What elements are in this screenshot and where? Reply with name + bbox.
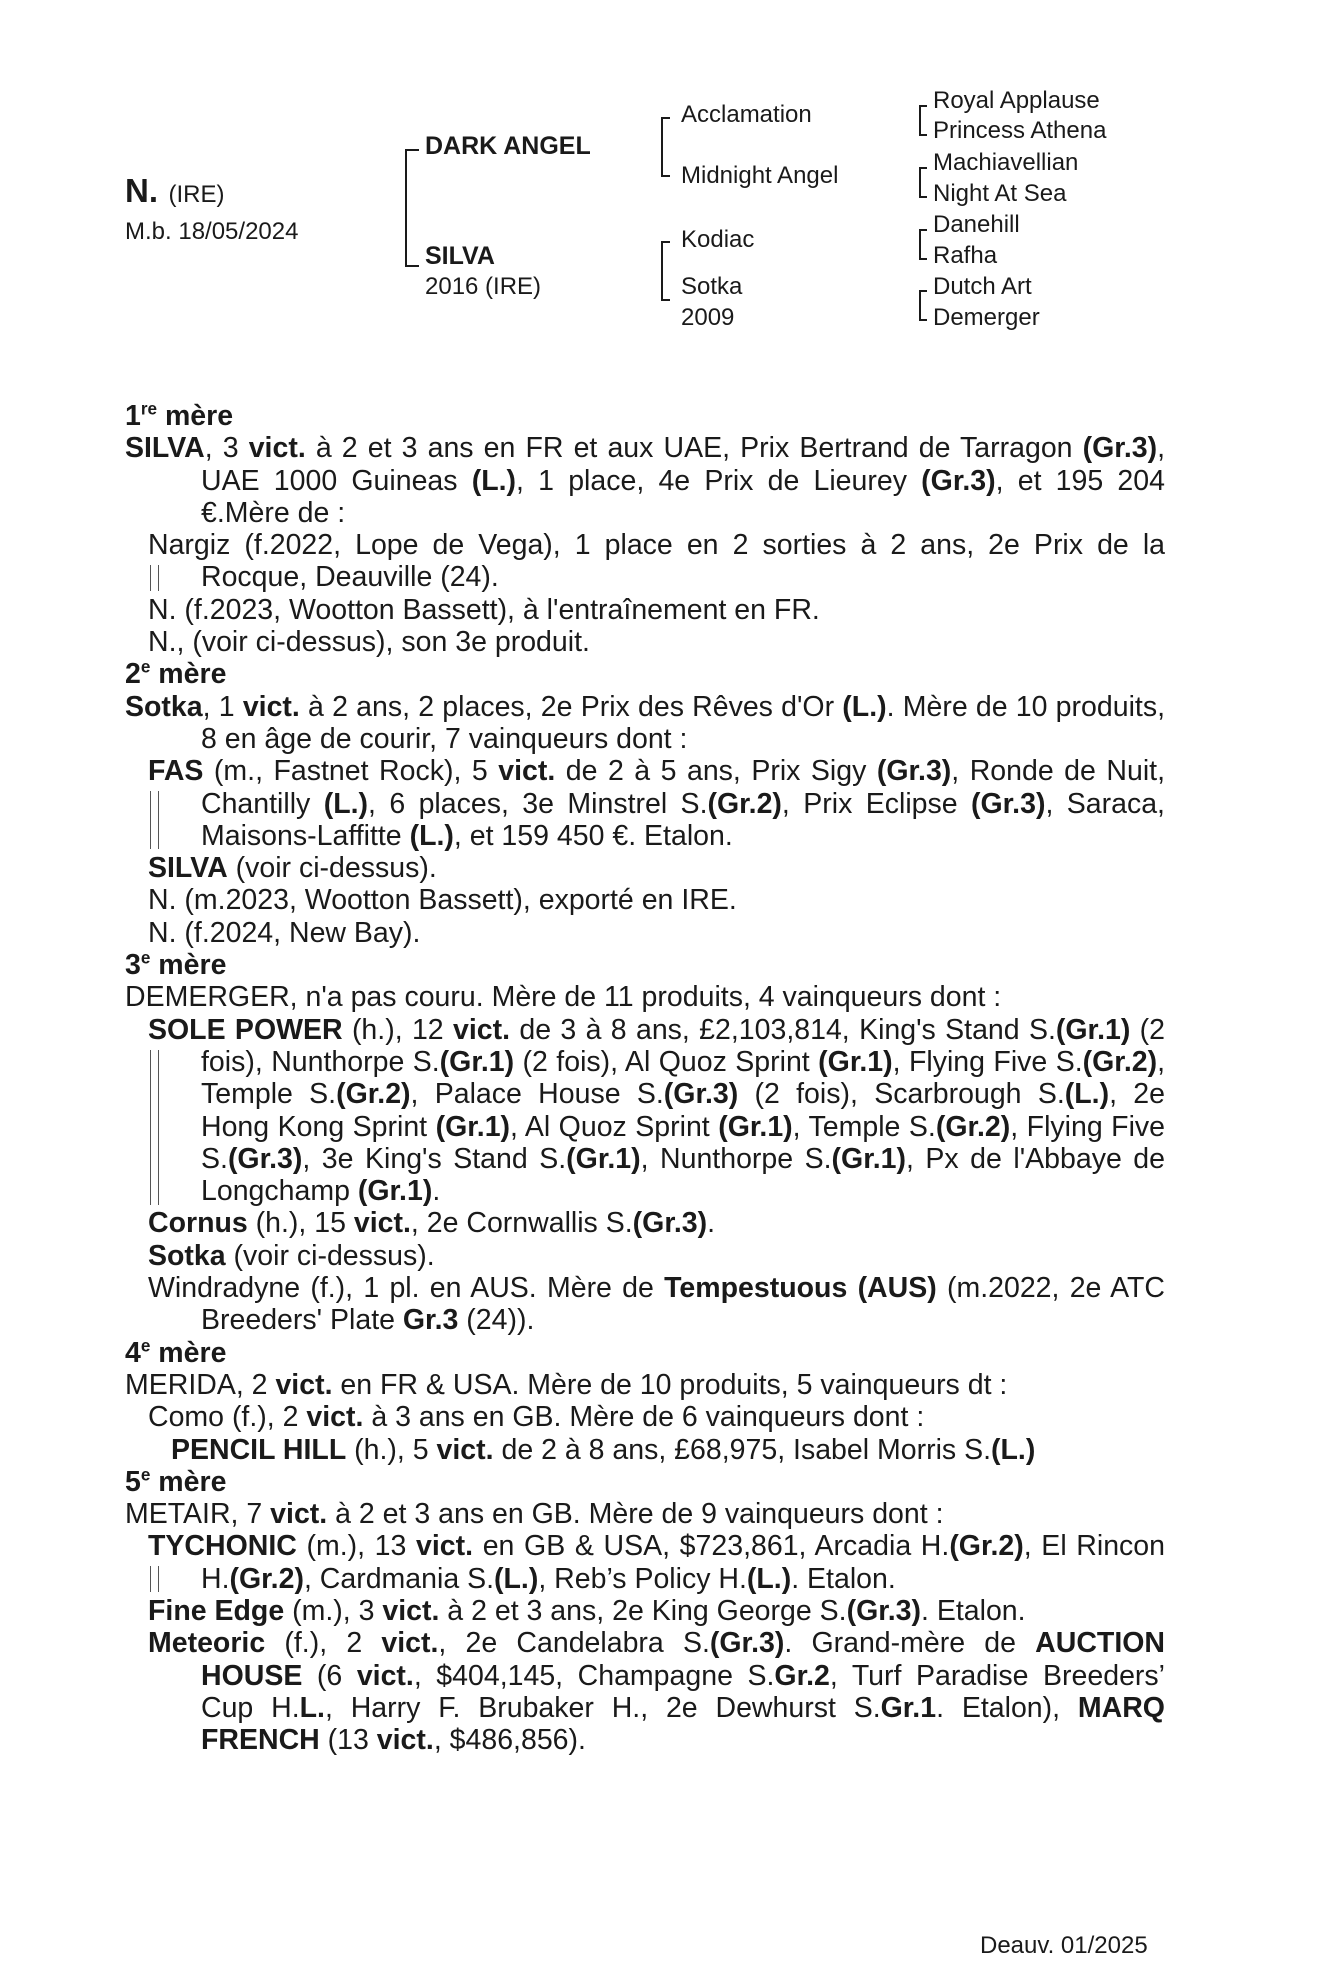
gen3-ancestor: Dutch Art (933, 273, 1032, 300)
produce-entry: Fine Edge (m.), 3 vict. à 2 et 3 ans, 2e King George S.(Gr.3). Etalon. (148, 1594, 1026, 1627)
bracket-line (919, 319, 927, 321)
produce-entry: FAS (m., Fastnet Rock), 5 vict. de 2 à 5 ans, Prix Sigy (Gr.3), Ronde de Nuit, Chantilly (L.), 6 places, 3e Minstrel S.(Gr.2), Prix Eclipse (Gr.3), Saraca, Maisons-Laffitte (L.), et 159 450 €. Etalon. (148, 755, 1165, 852)
dam-sire: Kodiac (681, 226, 755, 253)
gen3-ancestor: Rafha (933, 242, 998, 269)
produce-entry: PENCIL HILL (h.), 5 vict. de 2 à 8 ans, £68,975, Isabel Morris S.(L.) (171, 1433, 1036, 1466)
footer-reference: Deauv. 01/2025 (980, 1932, 1148, 1959)
section-heading-2: 2e mère (125, 657, 227, 691)
continuation-bars (150, 791, 159, 849)
section-heading-1: 1re mère (125, 399, 234, 432)
produce-entry: N., (voir ci-dessus), son 3e produit. (148, 626, 590, 659)
gen3-ancestor: Danehill (933, 211, 1020, 238)
produce-entry: Como (f.), 2 vict. à 3 ans en GB. Mère de 6 vainqueurs dont : (148, 1401, 925, 1434)
produce-entry: N. (m.2023, Wootton Bassett), exporté en IRE. (148, 884, 737, 917)
sire-name: DARK ANGEL (425, 132, 591, 160)
dam-2-paragraph: Sotka, 1 vict. à 2 ans, 2 places, 2e Prix des Rêves d'Or (L.). Mère de 10 produits, 8 en âge de courir, 7 vainqueurs dont : (125, 690, 1165, 755)
bracket-line (405, 149, 407, 267)
produce-entry: Cornus (h.), 15 vict., 2e Cornwallis S.(Gr.3). (148, 1207, 716, 1240)
produce-entry: SILVA (voir ci-dessus). (148, 852, 437, 885)
continuation-bars (150, 565, 159, 591)
foal-title (125, 172, 224, 210)
bracket-line (919, 134, 927, 136)
dam-3-paragraph: DEMERGER, n'a pas couru. Mère de 11 produits, 4 vainqueurs dont : (125, 981, 1002, 1014)
continuation-bars (150, 1566, 159, 1592)
section-heading-4: 4e mère (125, 1336, 227, 1369)
produce-entry: Nargiz (f.2022, Lope de Vega), 1 place en 2 sorties à 2 ans, 2e Prix de la Rocque, Deauville (24). (148, 529, 1165, 594)
bracket-line (919, 229, 927, 231)
sire-dam: Midnight Angel (681, 162, 839, 189)
foal-origin: (IRE) (168, 181, 225, 208)
dam-1-paragraph: SILVA, 3 vict. à 2 et 3 ans en FR et aux UAE, Prix Bertrand de Tarragon (Gr.3), UAE 1000 Guineas (L.), 1 place, 4e Prix de Lieurey (Gr.3), et 195 204 €.Mère de : (125, 432, 1165, 529)
dam-dam: Sotka (681, 273, 743, 300)
produce-entry: SOLE POWER (h.), 12 vict. de 3 à 8 ans, £2,103,814, King's Stand S.(Gr.1) (2 fois), Nunthorpe S.(Gr.1) (2 fois), Al Quoz Sprint (Gr.1), Flying Five S.(Gr.2), Temple S.(Gr.2), Palace House S.(Gr.3) (2 fois), Scarbrough S.(L.), 2e Hong Kong Sprint (Gr.1), Al Quoz Sprint (Gr.1), Temple S.(Gr.2), Flying Five S.(Gr.3), 3e King's Stand S.(Gr.1), Nunthorpe S.(Gr.1), Px de l'Abbaye de Longchamp (Gr.1). (148, 1013, 1166, 1208)
bracket-line (661, 299, 670, 301)
bracket-line (919, 105, 927, 107)
gen3-ancestor: Night At Sea (933, 180, 1067, 207)
section-heading-3: 3e mère (125, 948, 227, 982)
produce-entry: N. (f.2023, Wootton Bassett), à l'entraînement en FR. (148, 593, 820, 626)
produce-entry: Windradyne (f.), 1 pl. en AUS. Mère de Tempestuous (AUS) (m.2022, 2e ATC Breeders' Plate Gr.3 (24)). (148, 1272, 1165, 1337)
gen3-ancestor: Princess Athena (933, 117, 1107, 144)
bracket-line (661, 117, 670, 119)
bracket-line (661, 175, 670, 177)
bracket-line (661, 241, 670, 243)
bracket-line (919, 167, 927, 169)
bracket-line (919, 229, 921, 260)
section-heading-5: 5e mère (125, 1465, 227, 1498)
foal-name: N. (125, 172, 158, 209)
bracket-line (405, 149, 419, 151)
continuation-bars (150, 1050, 159, 1205)
produce-entry: Meteoric (f.), 2 vict., 2e Candelabra S.(Gr.3). Grand-mère de AUCTION HOUSE (6 vict., $404,145, Champagne S.Gr.2, Turf Paradise Breeders’ Cup H.L., Harry F. Brubaker H., 2e Dewhurst S.Gr.1. Etalon), MARQ FRENCH (13 vict., $486,856). (148, 1627, 1165, 1757)
bracket-line (919, 290, 921, 321)
dam-4-paragraph: MERIDA, 2 vict. en FR & USA. Mère de 10 produits, 5 vainqueurs dt : (125, 1368, 1008, 1401)
bracket-line (919, 258, 927, 260)
bracket-line (919, 290, 927, 292)
bracket-line (919, 196, 927, 198)
gen3-ancestor: Demerger (933, 304, 1040, 331)
gen3-ancestor: Machiavellian (933, 149, 1079, 176)
bracket-line (405, 265, 419, 267)
dam-5-paragraph: METAIR, 7 vict. à 2 et 3 ans en GB. Mère de 9 vainqueurs dont : (125, 1498, 944, 1531)
family-record (125, 400, 1165, 1756)
sire-sire: Acclamation (681, 101, 812, 128)
produce-entry: TYCHONIC (m.), 13 vict. en GB & USA, $723,861, Arcadia H.(Gr.2), El Rincon H.(Gr.2), Cardmania S.(L.), Reb’s Policy H.(L.). Etalon. (148, 1530, 1166, 1595)
produce-entry: N. (f.2024, New Bay). (148, 916, 421, 949)
bracket-line (919, 105, 921, 136)
bracket-line (661, 117, 663, 177)
foal-details: M.b. 18/05/2024 (125, 218, 299, 245)
dam-name: SILVA (425, 242, 495, 270)
produce-entry: Sotka (voir ci-dessus). (148, 1239, 435, 1272)
dam-details: 2016 (IRE) (425, 273, 542, 300)
bracket-line (661, 241, 663, 301)
bracket-line (919, 167, 921, 198)
gen3-ancestor: Royal Applause (933, 87, 1100, 114)
dam-dam-year: 2009 (681, 304, 735, 331)
